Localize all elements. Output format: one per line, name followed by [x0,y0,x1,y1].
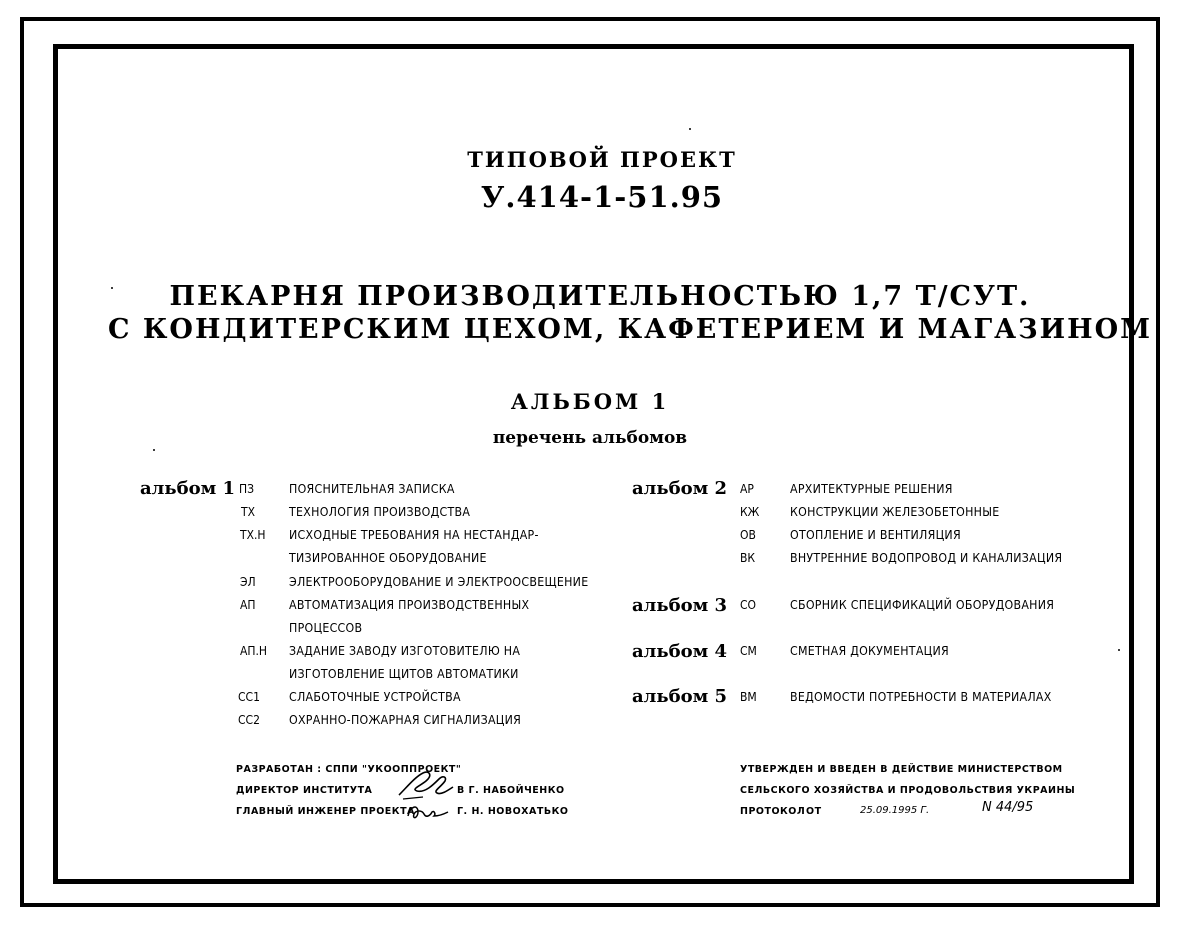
speck [1118,649,1120,651]
desc-txn-1: ИСХОДНЫЕ ТРЕБОВАНИЯ НА НЕСТАНДАР- [289,528,539,542]
title-line-2: С КОНДИТЕРСКИМ ЦЕХОМ, КАФЕТЕРИЕМ И МАГАЗИНОМ [107,314,1153,345]
code-vk: ВК [740,551,756,565]
album-2-label: альбом 2 [632,478,728,499]
title-line-1: ПЕКАРНЯ ПРОИЗВОДИТЕЛЬНОСТЬЮ 1,7 Т/СУТ. [169,281,1031,312]
approval-line-1: УТВЕРЖДЕН И ВВЕДЕН В ДЕЙСТВИЕ МИНИСТЕРСТВОМ [740,764,1063,775]
project-type: ТИПОВОЙ ПРОЕКТ [467,147,737,172]
desc-apn-2: ИЗГОТОВЛЕНИЕ ЩИТОВ АВТОМАТИКИ [289,667,519,681]
desc-ss1: СЛАБОТОЧНЫЕ УСТРОЙСТВА [289,690,461,704]
desc-el: ЭЛЕКТРООБОРУДОВАНИЕ И ЭЛЕКТРООСВЕЩЕНИЕ [289,575,589,589]
speck [111,287,113,289]
code-pz: ПЗ [239,482,255,496]
desc-pz: ПОЯСНИТЕЛЬНАЯ ЗАПИСКА [289,482,455,496]
developed-by: РАЗРАБОТАН : СППИ "УКООППРОЕКТ" [236,764,462,775]
album-4-label: альбом 4 [632,641,728,662]
desc-ar: АРХИТЕКТУРНЫЕ РЕШЕНИЯ [790,482,953,496]
chief-engineer-signature [404,800,452,824]
code-ar: АР [740,482,754,496]
album-1-label: альбом 1 [140,478,236,499]
desc-so: СБОРНИК СПЕЦИФИКАЦИЙ ОБОРУДОВАНИЯ [790,598,1055,612]
desc-sm: СМЕТНАЯ ДОКУМЕНТАЦИЯ [790,644,949,658]
approval-line-2: СЕЛЬСКОГО ХОЗЯЙСТВА И ПРОДОВОЛЬСТВИЯ УКРАИНЫ [740,785,1076,796]
chief-engineer-title: ГЛАВНЫЙ ИНЖЕНЕР ПРОЕКТА [236,806,415,817]
desc-kzh: КОНСТРУКЦИИ ЖЕЛЕЗОБЕТОННЫЕ [790,505,1000,519]
speck [689,128,691,130]
code-ss1: СС1 [238,690,260,704]
desc-vm: ВЕДОМОСТИ ПОТРЕБНОСТИ В МАТЕРИАЛАХ [790,690,1052,704]
desc-vk: ВНУТРЕННИЕ ВОДОПРОВОД И КАНАЛИЗАЦИЯ [790,551,1063,565]
code-txn: ТХ.Н [240,528,266,542]
album-3-label: альбом 3 [632,595,728,616]
code-ap: АП [240,598,256,612]
desc-txn-2: ТИЗИРОВАННОЕ ОБОРУДОВАНИЕ [289,551,487,565]
code-tx: ТХ [241,505,255,519]
director-title: ДИРЕКТОР ИНСТИТУТА [236,785,373,796]
protocol-date: 25.09.1995 Г. [860,805,930,816]
code-apn: АП.Н [240,644,268,658]
desc-ss2: ОХРАННО-ПОЖАРНАЯ СИГНАЛИЗАЦИЯ [289,713,522,727]
chief-engineer-name: Г. Н. НОВОХАТЬКО [457,806,569,817]
desc-ap-1: АВТОМАТИЗАЦИЯ ПРОИЗВОДСТВЕННЫХ [289,598,530,612]
protocol-from-label: ОТ [806,806,822,817]
desc-ap-2: ПРОЦЕССОВ [289,621,363,635]
code-ov: ОВ [740,528,756,542]
director-signature [393,765,457,805]
album-5-label: альбом 5 [632,686,728,707]
album-heading: АЛЬБОМ 1 [510,389,670,414]
speck [153,449,155,451]
code-el: ЭЛ [240,575,256,589]
protocol-number: N 44/95 [982,800,1034,815]
desc-apn-1: ЗАДАНИЕ ЗАВОДУ ИЗГОТОВИТЕЛЮ НА [289,644,521,658]
desc-ov: ОТОПЛЕНИЕ И ВЕНТИЛЯЦИЯ [790,528,961,542]
code-kzh: КЖ [740,505,760,519]
code-ss2: СС2 [238,713,260,727]
project-number: У.414-1-51.95 [480,180,724,214]
protocol-label: ПРОТОКОЛ [740,806,806,817]
code-vm: ВМ [740,690,757,704]
desc-tx: ТЕХНОЛОГИЯ ПРОИЗВОДСТВА [289,505,471,519]
code-so: СО [740,598,757,612]
list-heading: перечень альбомов [492,428,688,448]
director-name: В Г. НАБОЙЧЕНКО [457,785,565,796]
code-sm: СМ [740,644,757,658]
